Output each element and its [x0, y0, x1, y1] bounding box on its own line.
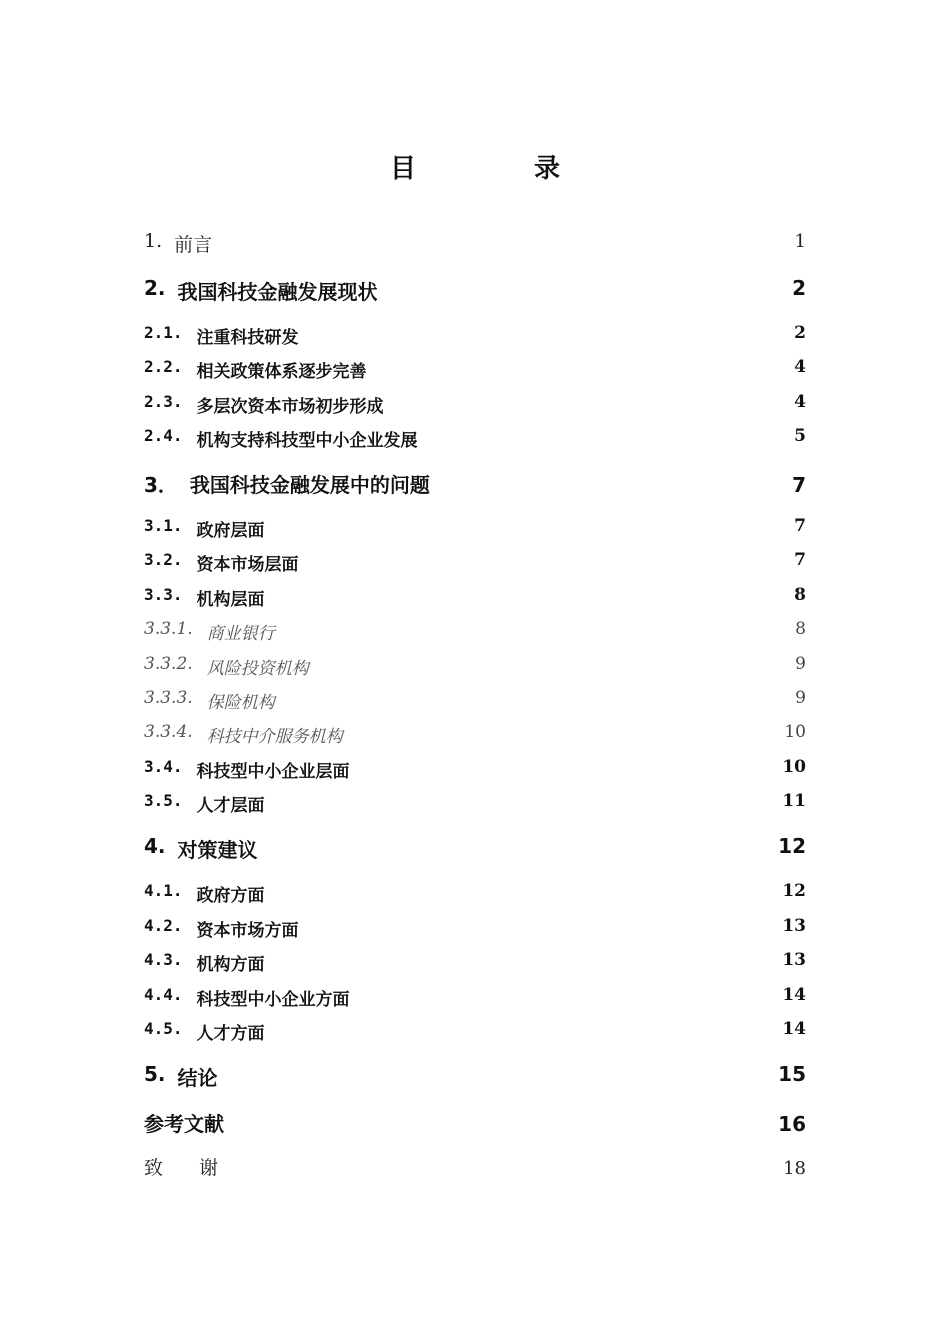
toc-entry-title: 商业银行	[206, 624, 275, 644]
toc-entry-number: 2.4.	[144, 426, 183, 445]
toc-entry-section-3-3[interactable]	[144, 585, 806, 610]
toc-entry-acknowledgements[interactable]	[144, 1153, 806, 1180]
toc-entry-number: 3.3.3.	[144, 688, 193, 708]
toc-entry-title: 对策建议	[177, 838, 258, 862]
toc-entry-page: 18	[783, 1158, 806, 1179]
toc-entry-title: 多层次资本市场初步形成	[196, 397, 384, 417]
toc-entry-page: 7	[794, 550, 806, 570]
toc-entry-title: 风险投资机构	[206, 659, 309, 679]
toc-entry-title: 保险机构	[206, 693, 275, 713]
toc-entry-number: 4.3.	[144, 950, 183, 969]
toc-entry-number: 3．	[144, 473, 178, 497]
page-title: 目 录	[389, 154, 606, 184]
toc-entry-page: 15	[778, 1062, 806, 1086]
toc-entry-section-3-4[interactable]	[144, 757, 806, 782]
toc-entry-title: 政府层面	[196, 521, 265, 541]
toc-entry-title: 我国科技金融发展现状	[177, 280, 378, 304]
toc-entry-page: 14	[782, 1019, 806, 1039]
toc-entry-number: 1.	[144, 230, 163, 252]
toc-entry-subsection-3-3-4[interactable]	[144, 722, 806, 747]
toc-entry-title: 结论	[177, 1066, 218, 1090]
toc-entry-section-4-2[interactable]	[144, 916, 806, 941]
toc-entry-number: 2.1.	[144, 323, 183, 342]
toc-entry-section-4-3[interactable]	[144, 950, 806, 975]
toc-entry-subsection-3-3-3[interactable]	[144, 688, 806, 713]
toc-entry-page: 13	[782, 950, 806, 970]
toc-entry-section-4-1[interactable]	[144, 881, 806, 906]
toc-entry-page: 8	[794, 585, 806, 605]
toc-entry-number: 4.2.	[144, 916, 183, 935]
toc-entry-references[interactable]	[144, 1108, 806, 1137]
toc-entry-number: 2.3.	[144, 392, 183, 411]
toc-entry-section-3-5[interactable]	[144, 791, 806, 816]
toc-entry-section-3-1[interactable]	[144, 516, 806, 541]
toc-entry-page: 5	[794, 426, 806, 446]
toc-entry-section-3-2[interactable]	[144, 550, 806, 575]
toc-entry-subsection-3-3-2[interactable]	[144, 654, 806, 679]
toc-entry-number: 3.3.4.	[144, 722, 193, 742]
toc-entry-title: 资本市场层面	[196, 555, 299, 575]
toc-entry-chapter-3[interactable]	[144, 469, 806, 498]
toc-entry-page: 2	[794, 323, 806, 343]
toc-entry-number: 3.4.	[144, 757, 183, 776]
toc-entry-page: 11	[782, 791, 806, 811]
toc-entry-number: 5.	[144, 1062, 166, 1086]
toc-entry-number: 3.5.	[144, 791, 183, 810]
toc-entry-page: 9	[795, 688, 806, 708]
toc-entry-chapter-2[interactable]	[144, 276, 806, 305]
toc-entry-page: 9	[795, 654, 806, 674]
toc-entry-title: 我国科技金融发展中的问题	[189, 473, 430, 497]
toc-entry-page: 10	[782, 757, 806, 777]
toc-entry-section-2-4[interactable]	[144, 426, 806, 451]
toc-entry-number: 4.4.	[144, 985, 183, 1004]
toc-entry-page: 13	[782, 916, 806, 936]
toc-entry-title: 机构支持科技型中小企业发展	[196, 431, 418, 451]
toc-entry-title: 人才层面	[196, 796, 265, 816]
toc-entry-title: 致谢	[144, 1157, 255, 1179]
toc-entry-chapter-4[interactable]	[144, 834, 806, 863]
toc-entry-page: 7	[794, 516, 806, 536]
toc-entry-page: 1	[794, 231, 806, 252]
toc-entry-number: 4.	[144, 834, 166, 858]
toc-entry-title: 资本市场方面	[196, 921, 299, 941]
toc-entry-section-2-2[interactable]	[144, 357, 806, 382]
toc-entry-section-2-3[interactable]	[144, 392, 806, 417]
toc-entry-chapter-5[interactable]	[144, 1062, 806, 1091]
toc-entry-page: 16	[778, 1112, 806, 1136]
toc-entry-number: 3.2.	[144, 550, 183, 569]
toc-entry-number: 2.	[144, 276, 166, 300]
toc-entry-title: 科技中介服务机构	[206, 727, 343, 747]
toc-entry-title: 参考文献	[144, 1112, 224, 1136]
toc-entry-number: 3.1.	[144, 516, 183, 535]
toc-entry-page: 12	[778, 834, 806, 858]
toc-entry-page: 12	[782, 881, 806, 901]
toc-entry-page: 4	[794, 357, 806, 377]
toc-entry-title: 机构层面	[196, 590, 265, 610]
toc-entry-title: 政府方面	[196, 886, 265, 906]
toc-entry-section-4-4[interactable]	[144, 985, 806, 1010]
toc-entry-page: 2	[792, 276, 806, 300]
toc-entry-number: 3.3.1.	[144, 619, 193, 639]
toc-entry-page: 14	[782, 985, 806, 1005]
toc-entry-title: 注重科技研发	[196, 328, 299, 348]
toc-entry-title: 前言	[174, 234, 213, 256]
toc-entry-page: 10	[784, 722, 806, 742]
toc-entry-title: 科技型中小企业层面	[196, 762, 350, 782]
toc-entry-preface[interactable]	[144, 230, 806, 257]
toc-entry-section-4-5[interactable]	[144, 1019, 806, 1044]
toc-entry-page: 8	[795, 619, 806, 639]
toc-entry-section-2-1[interactable]	[144, 323, 806, 348]
toc-entry-number: 4.1.	[144, 881, 183, 900]
toc-entry-number: 4.5.	[144, 1019, 183, 1038]
toc-entry-title: 科技型中小企业方面	[196, 990, 350, 1010]
toc-entry-title: 机构方面	[196, 955, 265, 975]
toc-entry-number: 3.3.	[144, 585, 183, 604]
toc-entry-page: 4	[794, 392, 806, 412]
toc-entry-number: 3.3.2.	[144, 654, 193, 674]
toc-entry-page: 7	[792, 473, 806, 497]
toc-entry-number: 2.2.	[144, 357, 183, 376]
toc-entry-title: 人才方面	[196, 1024, 265, 1044]
toc-entry-title: 相关政策体系逐步完善	[196, 362, 367, 382]
toc-entry-subsection-3-3-1[interactable]	[144, 619, 806, 644]
